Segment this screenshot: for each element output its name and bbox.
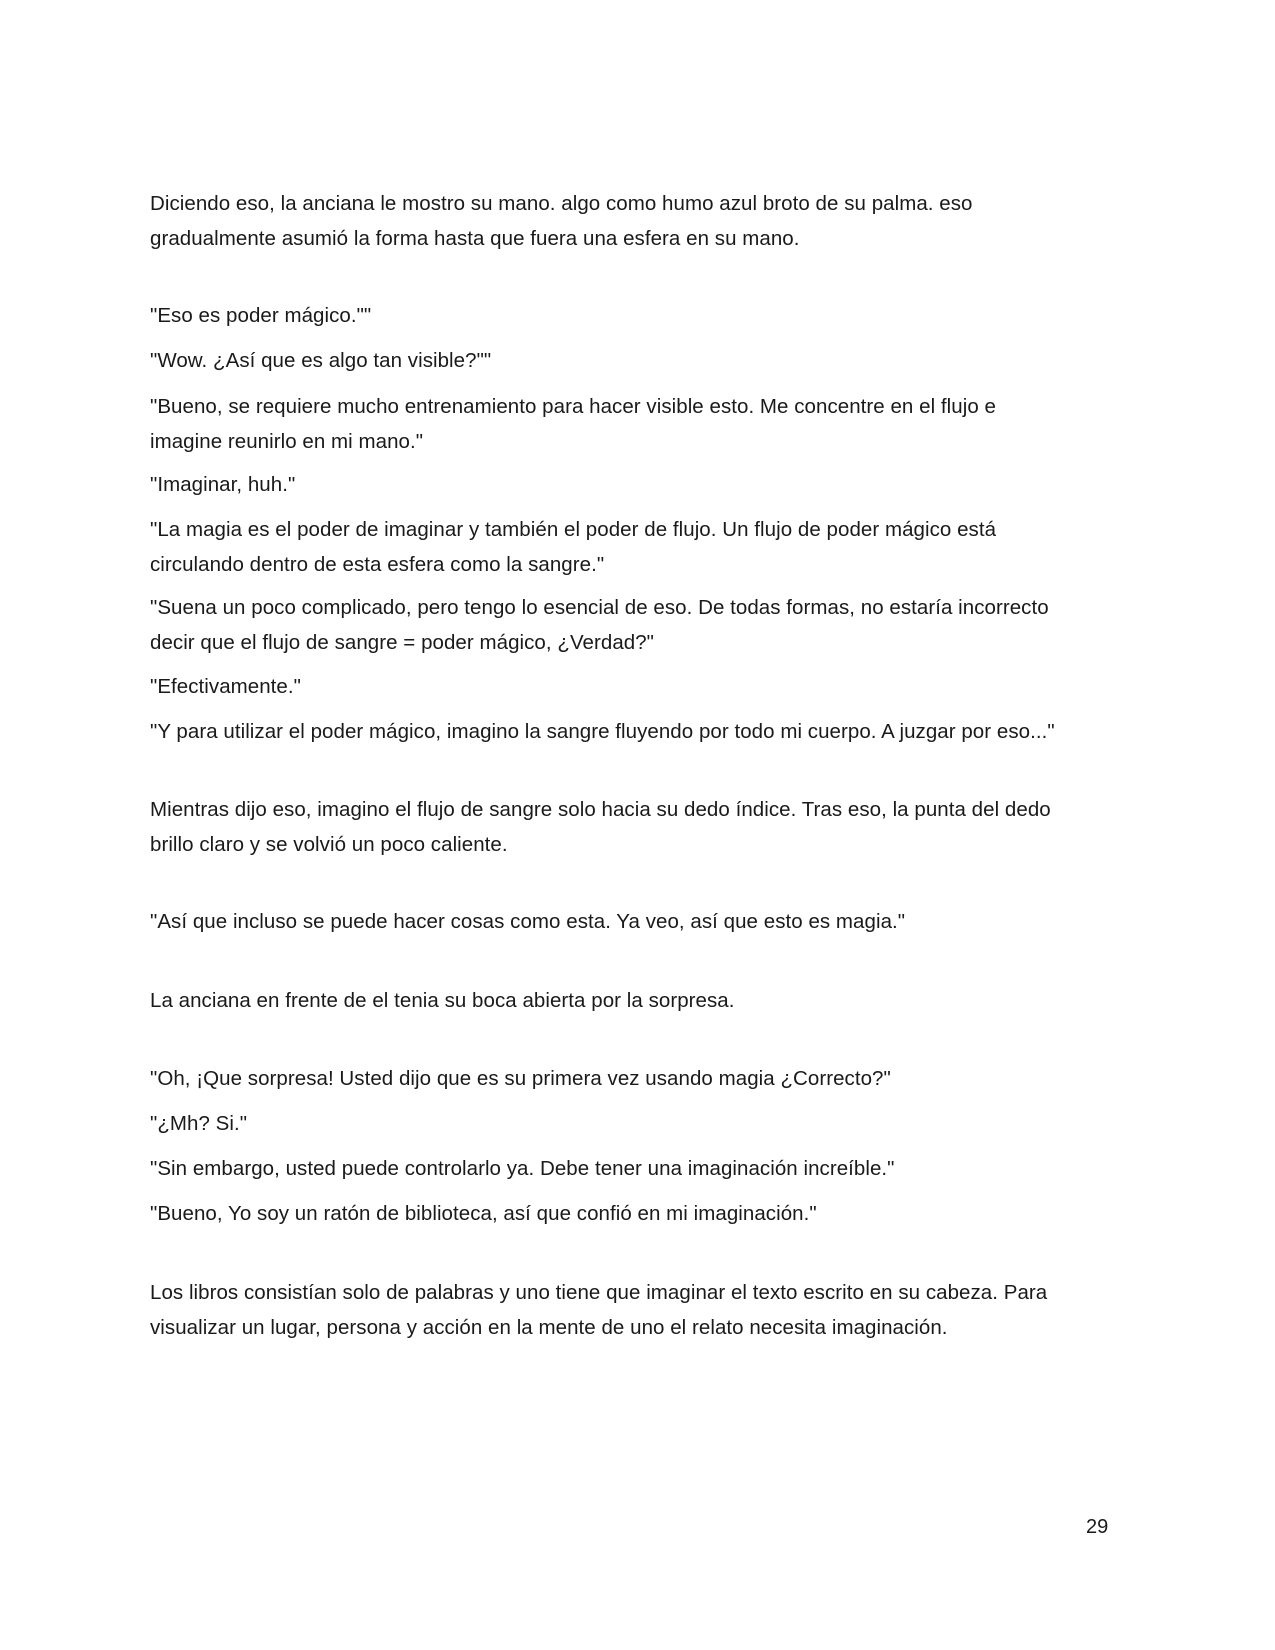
paragraph: Mientras dijo eso, imagino el flujo de sangre solo hacia su dedo índice. Tras eso, la punta del dedo brillo claro y se volvió un poco caliente.: [150, 798, 1051, 856]
paragraph: "Bueno, Yo soy un ratón de biblioteca, así que confió en mi imaginación.": [150, 1202, 817, 1225]
paragraph: "Eso es poder mágico."": [150, 304, 372, 327]
paragraph: "Efectivamente.": [150, 675, 301, 698]
paragraph: Diciendo eso, la anciana le mostro su mano. algo como humo azul broto de su palma. eso gradualmente asumió la forma hasta que fuera una esfera en su mano.: [150, 192, 973, 250]
paragraph: Los libros consistían solo de palabras y uno tiene que imaginar el texto escrito en su cabeza. Para visualizar un lugar, persona y acción en la mente de uno el relato necesita imaginación.: [150, 1281, 1048, 1339]
paragraph: "Oh, ¡Que sorpresa! Usted dijo que es su primera vez usando magia ¿Correcto?": [150, 1067, 891, 1090]
paragraph: "La magia es el poder de imaginar y también el poder de flujo. Un flujo de poder mágico está circulando dentro de esta esfera como la sangre.": [150, 518, 997, 576]
paragraph: "Wow. ¿Así que es algo tan visible?"": [150, 349, 492, 372]
paragraph: "Así que incluso se puede hacer cosas como esta. Ya veo, así que esto es magia.": [150, 910, 906, 933]
paragraph: "¿Mh? Si.": [150, 1112, 248, 1135]
paragraph: "Bueno, se requiere mucho entrenamiento para hacer visible esto. Me concentre en el flujo e imagine reunirlo en mi mano.": [150, 395, 996, 453]
paragraph: "Y para utilizar el poder mágico, imagino la sangre fluyendo por todo mi cuerpo. A juzgar por eso...": [150, 720, 1055, 743]
page-number: 29: [1086, 1516, 1109, 1538]
paragraph: "Sin embargo, usted puede controlarlo ya. Debe tener una imaginación increíble.": [150, 1157, 895, 1180]
paragraph: "Suena un poco complicado, pero tengo lo esencial de eso. De todas formas, no estaría incorrecto decir que el flujo de sangre = poder mágico, ¿Verdad?": [150, 596, 1049, 654]
paragraph: "Imaginar, huh.": [150, 473, 296, 496]
paragraph: La anciana en frente de el tenia su boca abierta por la sorpresa.: [150, 989, 735, 1012]
